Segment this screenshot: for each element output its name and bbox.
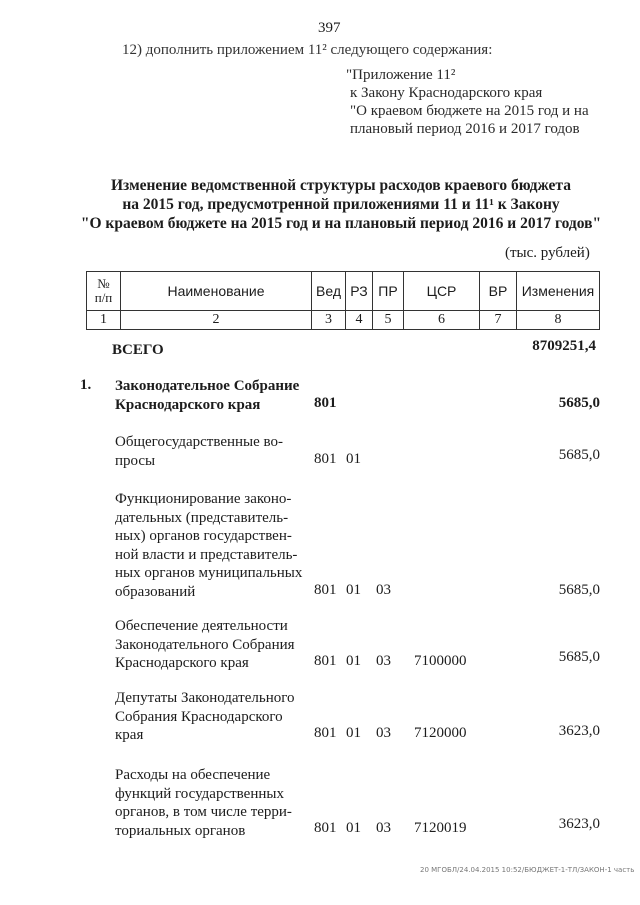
header-col-num: 8 <box>517 311 600 330</box>
name-line: Законодательного Собрания <box>115 636 295 653</box>
row-name <box>115 490 305 601</box>
appendix-heading <box>346 66 589 138</box>
name-line: ных) органов государствен- <box>115 528 292 544</box>
name-line: Функционирование законо- <box>115 491 292 507</box>
appendix-line: к Закону Краснодарского края <box>350 85 543 101</box>
row-rz: 01 <box>346 582 361 598</box>
row-name <box>115 689 305 745</box>
row-pr: 03 <box>376 820 391 836</box>
row-value: 3623,0 <box>558 816 600 832</box>
appendix-line: "О краевом бюджете на 2015 год и на <box>350 103 589 119</box>
name-line: Депутаты Законодательного <box>115 690 295 706</box>
header-col-num: 4 <box>346 311 373 330</box>
name-line: Законодательное Собрание <box>115 378 300 394</box>
header-changes: Изменения <box>517 272 600 311</box>
header-name: Наименование <box>121 272 312 311</box>
row-csr: 7100000 <box>414 653 467 669</box>
row-ved: 801 <box>314 725 337 741</box>
row-value: 3623,0 <box>558 723 600 739</box>
row-rz: 01 <box>346 725 361 741</box>
row-name <box>115 766 305 840</box>
name-line: образований <box>115 583 196 600</box>
row-name <box>115 377 305 414</box>
total-value: 8709251,4 <box>532 338 596 354</box>
name-line: ториальных органов <box>115 822 246 839</box>
row-number: 1. <box>80 377 92 393</box>
title-line: Изменение ведомственной структуры расходов краевого бюджета <box>111 177 571 194</box>
name-line: ных органов муниципальных <box>115 565 303 581</box>
header-no-bottom: п/п <box>94 290 113 305</box>
header-no-top: № <box>97 276 110 291</box>
row-ved: 801 <box>314 582 337 598</box>
title-line: "О краевом бюджете на 2015 год и на плановый период 2016 и 2017 годов" <box>80 215 602 232</box>
row-name <box>115 617 305 673</box>
name-line: дательных (представитель- <box>115 509 289 526</box>
row-rz: 01 <box>346 451 361 467</box>
header-col-num: 5 <box>373 311 404 330</box>
name-line: края <box>115 727 144 743</box>
header-col-num: 2 <box>121 311 312 330</box>
name-line: Общегосударственные во- <box>115 434 284 450</box>
row-value: 5685,0 <box>558 582 600 598</box>
name-line: Расходы на обеспечение <box>115 767 271 783</box>
name-line: Собрания Краснодарского <box>115 708 283 725</box>
title-line: на 2015 год, предусмотренной приложениями 11 и 11¹ к Закону <box>122 196 560 213</box>
row-rz: 01 <box>346 820 361 836</box>
document-title <box>70 176 612 233</box>
row-name <box>115 433 305 470</box>
header-col-num: 6 <box>404 311 480 330</box>
header-col-num: 1 <box>87 311 121 330</box>
footer-stamp: 20 МГОБЛ/24.04.2015 10:52/БЮДЖЕТ-1-ТЛ/ЗАКОН-1 часть <box>420 866 635 874</box>
header-col-num: 3 <box>312 311 346 330</box>
header-ved: Вед <box>312 272 346 311</box>
name-line: Краснодарского края <box>115 655 249 671</box>
header-pr: ПР <box>373 272 404 311</box>
row-csr: 7120019 <box>414 820 467 836</box>
name-line: Обеспечение деятельности <box>115 618 288 634</box>
table-header <box>86 271 600 330</box>
units-label: (тыс. рублей) <box>505 245 590 261</box>
row-pr: 03 <box>376 582 391 598</box>
row-ved: 801 <box>314 820 337 836</box>
header-col-num: 7 <box>480 311 517 330</box>
name-line: органов, в том числе терри- <box>115 804 292 820</box>
row-pr: 03 <box>376 653 391 669</box>
header-no <box>87 272 121 311</box>
row-ved: 801 <box>314 451 337 467</box>
total-label: ВСЕГО <box>112 342 164 358</box>
row-csr: 7120000 <box>414 725 467 741</box>
page-number: 397 <box>318 20 341 36</box>
row-ved: 801 <box>314 395 337 411</box>
row-pr: 03 <box>376 725 391 741</box>
row-ved: 801 <box>314 653 337 669</box>
item-12-text: 12) дополнить приложением 11² следующего содержания: <box>122 42 493 58</box>
name-line: просы <box>115 452 156 469</box>
name-line: ной власти и представитель- <box>115 546 298 563</box>
row-value: 5685,0 <box>558 395 600 411</box>
row-value: 5685,0 <box>558 447 600 463</box>
name-line: Краснодарского края <box>115 396 261 413</box>
appendix-line: "Приложение 11² <box>346 67 456 83</box>
appendix-line: плановый период 2016 и 2017 годов <box>350 121 580 137</box>
name-line: функций государственных <box>115 785 284 802</box>
header-vr: ВР <box>480 272 517 311</box>
row-value: 5685,0 <box>558 649 600 665</box>
header-rz: РЗ <box>346 272 373 311</box>
header-csr: ЦСР <box>404 272 480 311</box>
row-rz: 01 <box>346 653 361 669</box>
